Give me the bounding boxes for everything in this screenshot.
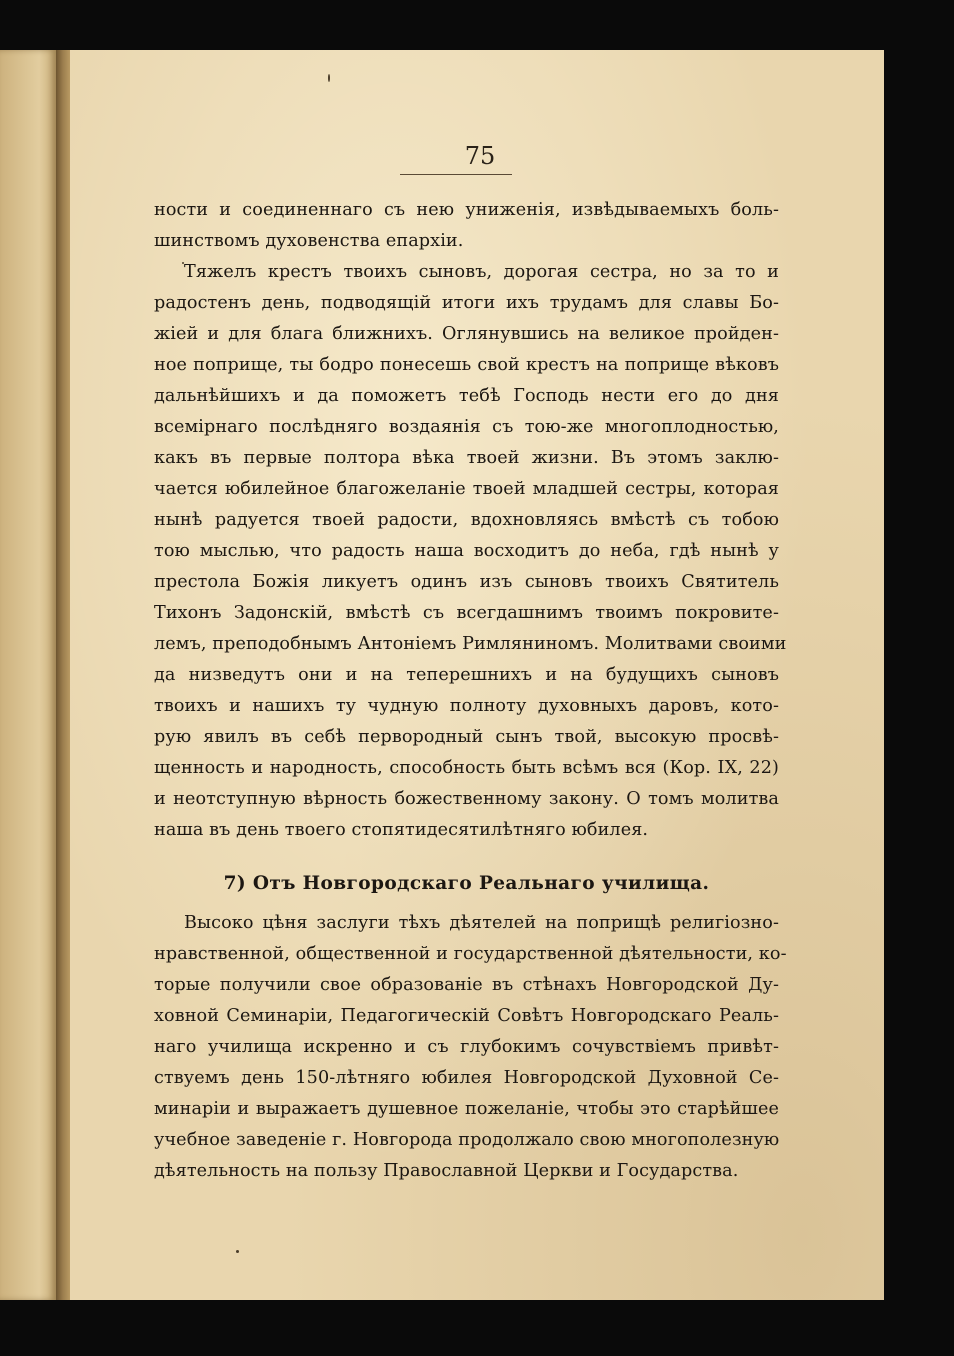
text-line: торые получили свое образованіе въ стѣнахъ Новгородской Ду- — [154, 975, 779, 995]
text-line: щенность и народность, способность быть всѣмъ вся (Кор. IX, 22) — [154, 758, 779, 778]
book-spine — [56, 50, 70, 1300]
previous-page-edge — [0, 50, 56, 1300]
text-line: какъ въ первые полтора вѣка твоей жизни. Въ этомъ заклю- — [154, 448, 779, 468]
text-line: всемірнаго послѣдняго воздаянія съ тою-же многоплодностью, — [154, 417, 779, 437]
text-line: ное поприще, ты бодро понесешь свой крестъ на поприще вѣковъ — [154, 355, 779, 375]
text-line: да низведутъ они и на теперешнихъ и на будущихъ сыновъ — [154, 665, 779, 685]
text-line: тою мыслью, что радость наша восходитъ до неба, гдѣ нынѣ у — [154, 541, 779, 561]
text-line: и неотступную вѣрность божественному закону. О томъ молитва — [154, 789, 779, 809]
book-page — [70, 50, 884, 1300]
text-line: лемъ, преподобнымъ Антоніемъ Римляниномъ. Молитвами своими — [154, 634, 787, 654]
paper-speck — [328, 74, 330, 82]
text-line: рую явилъ въ себѣ первородный сынъ твой, высокую просвѣ- — [154, 727, 779, 747]
text-line: учебное заведеніе г. Новгорода продолжало свою многополезную — [154, 1130, 780, 1150]
text-line: наго училища искренно и съ глубокимъ сочувствіемъ привѣт- — [154, 1037, 779, 1057]
text-line: твоихъ и нашихъ ту чудную полноту духовныхъ даровъ, кото- — [154, 696, 779, 716]
text-line: престола Божія ликуетъ одинъ изъ сыновъ твоихъ Святитель — [154, 572, 779, 592]
text-line: нравственной, общественной и государственной дѣятельности, ко- — [154, 944, 787, 964]
text-line: чается юбилейное благожеланіе твоей младшей сестры, которая — [154, 479, 779, 499]
text-line: наша въ день твоего стопятидесятилѣтняго юбилея. — [154, 820, 649, 840]
paper-speck — [236, 1250, 239, 1253]
text-line: ности и соединеннаго съ нею униженія, извѣдываемыхъ боль- — [154, 200, 779, 220]
text-line: шинствомъ духовенства епархіи. — [154, 231, 464, 251]
text-line: жіей и для блага ближнихъ. Оглянувшись на великое пройден- — [154, 324, 779, 344]
page-body-text — [154, 195, 787, 1187]
text-line: минаріи и выражаетъ душевное пожеланіе, чтобы это старѣйшее — [154, 1099, 779, 1119]
paper-speck — [182, 262, 184, 264]
text-line: Тихонъ Задонскій, вмѣстѣ съ всегдашнимъ твоимъ покровите- — [154, 603, 779, 623]
text-line: нынѣ радуется твоей радости, вдохновляясь вмѣстѣ съ тобою — [154, 510, 779, 530]
text-line: ховной Семинаріи, Педагогическій Совѣтъ Новгородскаго Реаль- — [154, 1006, 779, 1026]
text-line: ствуемъ день 150-лѣтняго юбилея Новгородской Духовной Се- — [154, 1068, 779, 1088]
text-line: дѣятельность на пользу Православной Церкви и Государства. — [154, 1161, 739, 1181]
section-heading: 7) Отъ Новгородскаго Реальнаго училища. — [223, 873, 710, 894]
text-line: Тяжелъ крестъ твоихъ сыновъ, дорогая сестра, но за то и — [184, 262, 779, 282]
page-number-rule — [400, 174, 512, 175]
page-number: 75 — [464, 142, 496, 170]
text-line: радостенъ день, подводящій итоги ихъ трудамъ для славы Бо- — [154, 293, 779, 313]
text-line: Высоко цѣня заслуги тѣхъ дѣятелей на поприщѣ религіозно- — [184, 913, 779, 933]
text-line: дальнѣйшихъ и да поможетъ тебѣ Господь нести его до дня — [154, 386, 779, 406]
